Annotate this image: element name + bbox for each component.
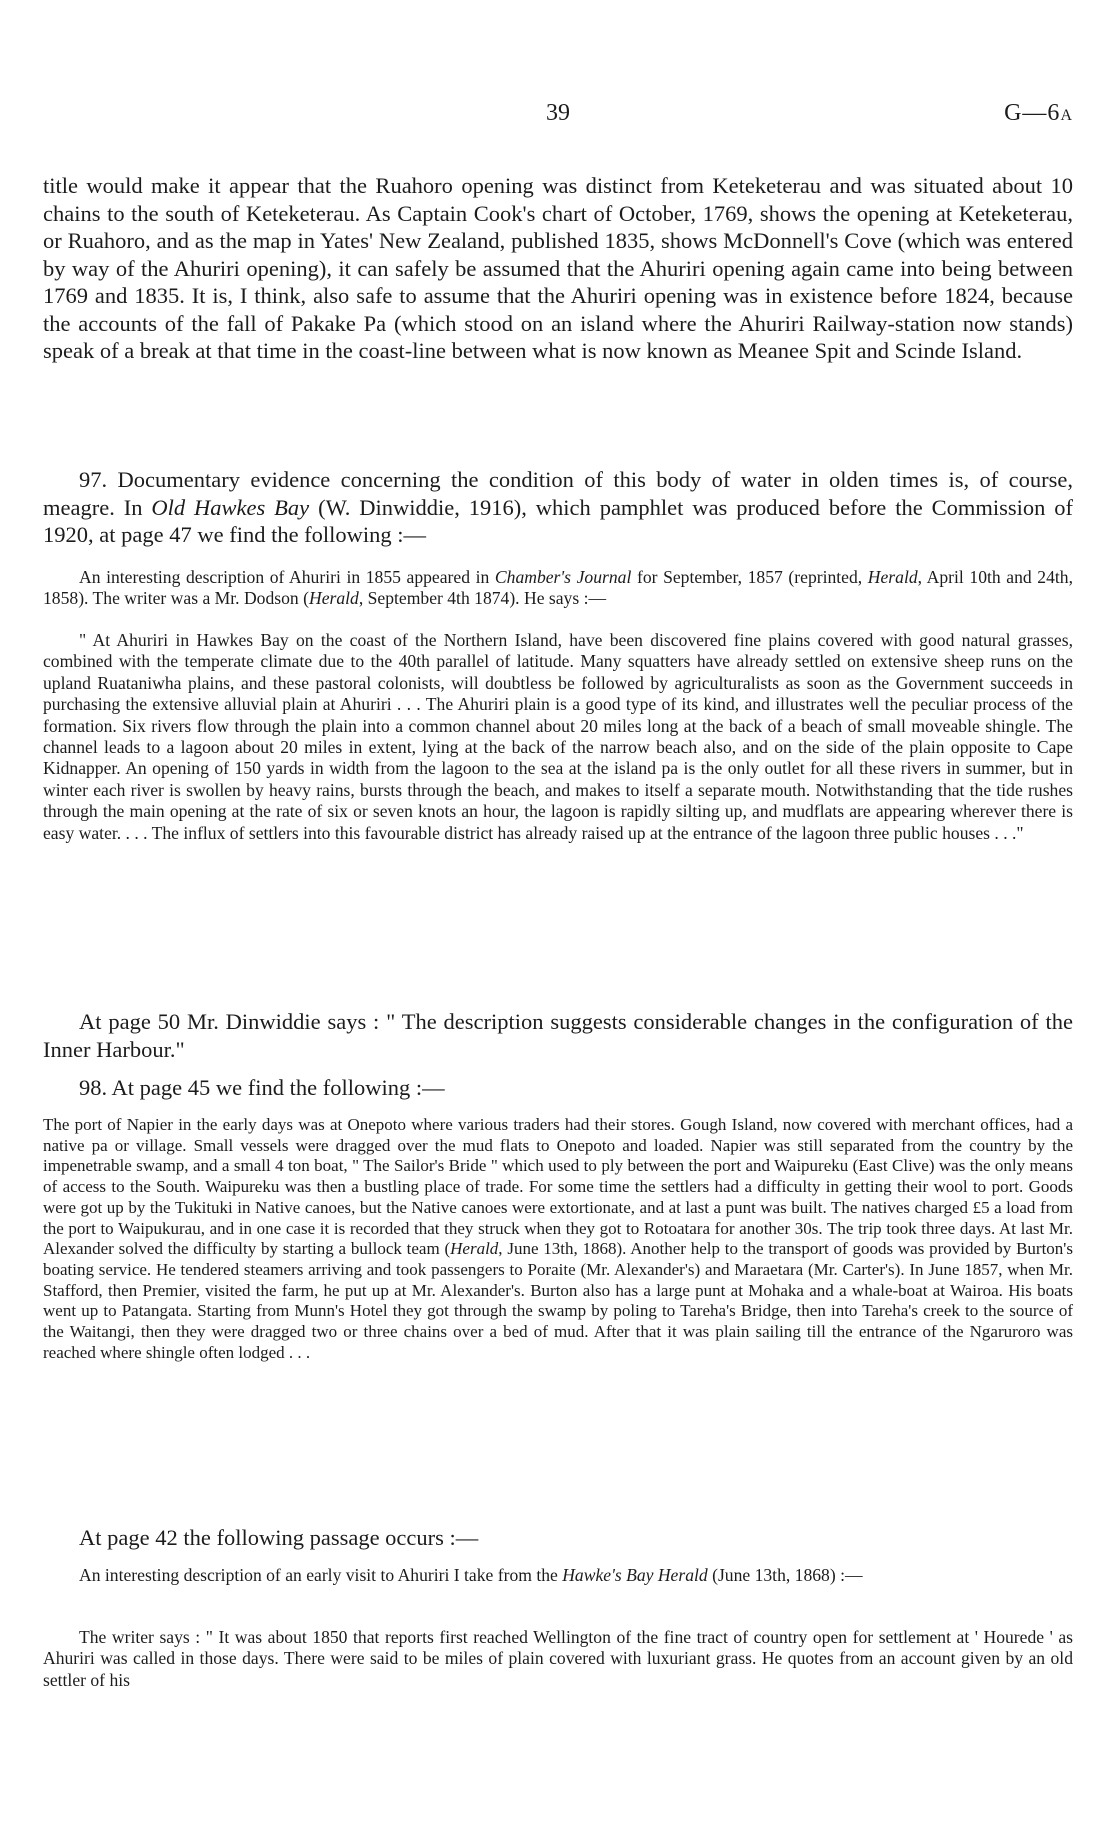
paragraph-98: 98. At page 45 we find the following :— bbox=[79, 1075, 445, 1100]
quote-napier-text-b: , June 13th, 1868). Another help to the transport of goods was provided by Burton's boating service. He tendered steamers arriving and took passengers to Poraite (Mr. Alexander's) and Maraetara (Mr. Carter's). In June 1857, when Mr. Stafford, then Premier, visited the farm, he put up at Mr. Alexander's. Burton also has a large punt at Mohaka and a whale-boat at Wairoa. His boats went up to Patangata. Starting from Munn's Hotel they got through the swamp by poling to Tareha's Bridge, then into Tareha's creek to the source of the Waitangi, then they were dragged two or three chains over a bed of mud. After that it was plain sailing till the entrance of the Ngaruroro was reached where shingle often lodged . . . bbox=[43, 1239, 1073, 1362]
quote-herald-text-a: An interesting description of an early visit to Ahuriri I take from the bbox=[79, 1565, 563, 1585]
paragraph-dinwiddie-comment: At page 50 Mr. Dinwiddie says : " The description suggests considerable changes in the configuration of the Inner Harbour." bbox=[43, 1009, 1073, 1062]
quote-dodson-description: " At Ahuriri in Hawkes Bay on the coast of the Northern Island, have been discovered fine plains covered with good natural grasses, combined with the temperate climate due to the 40th parallel of latitude. Many squatters have already settled on extensive sheep runs on the upland Ruataniwha plains, and these pastoral colonists, will doubtless be followed by agriculturalists as soon as the Government succeeds in purchasing the extensive alluvial plain at Ahuriri . . . The Ahuriri plain is a good type of its kind, and illustrates well the peculiar process of the formation. Six rivers flow through the plain into a common channel about 20 miles long at the back of a beach of small moveable shingle. The channel leads to a lagoon about 20 miles in extent, lying at the back of the narrow beach also, and on the side of the plain opposite to Cape Kidnapper. An opening of 150 yards in width from the lagoon to the sea at the island pa is the only outlet for all these rivers in summer, but in winter each river is swollen by heavy rains, bursts through the beach, and makes to itself a separate mouth. Notwithstanding that the tide rushes through the main opening at the rate of six or seven knots an hour, the lagoon is rapidly silting up, and mudflats are appearing wherever there is easy water. . . . The influx of settlers into this favourable district has already raised up at the entrance of the lagoon three public houses . . ." bbox=[43, 630, 1073, 843]
page-number: 39 bbox=[546, 100, 570, 126]
paragraph-97-text-b: (W. Dinwiddie, 1916), which pamphlet was produced before the Commission of 1920, at page 47 we find the following :— bbox=[43, 494, 1074, 547]
quote-herald-italic: Hawke's Bay Herald bbox=[562, 1565, 708, 1585]
quote-napier-text-a: The port of Napier in the early days was at Onepoto where various traders had their stores. Gough Island, now covered with merchant offices, had a native pa or village. Small vessels were dragged over the mud flats to Onepoto and loaded. Napier was still separated from the country by the impenetrable swamp, and a small 4 ton boat, " The Sailor's Bride " which used to ply between the port and Waipureku (East Clive) was the only means of access to the South. Waipureku was then a bustling place of trade. For some time the settlers had a difficulty in getting their wool to port. Goods were got up by the Tukituki in Native canoes, but the Native canoes were extortionate, and at last a punt was built. The natives charged £5 a load from the port to Waipukurau, and in one case it is recorded that they struck when they got to Rotoatara for another 30s. The trip took three days. At last Mr. Alexander solved the difficulty by starting a bullock team ( bbox=[43, 1115, 1073, 1259]
quote-intro-text-a: An interesting description of Ahuriri in 1855 appeared in bbox=[79, 567, 495, 587]
quote-intro-italic-c: Herald bbox=[308, 588, 359, 609]
quote-intro-text-d: , September 4th 1874). He says :— bbox=[358, 588, 607, 609]
quote-port-of-napier bbox=[43, 1115, 1073, 1363]
quote-intro-italic-b: Herald bbox=[867, 567, 918, 587]
quote-writer-says: The writer says : " It was about 1850 that reports first reached Wellington of the fine tract of country open for settlement at ' Hourede ' as Ahuriri was called in those days. There were said to be miles of plain covered with luxuriant grass. He quotes from an account given by an old settler of his bbox=[43, 1627, 1073, 1690]
document-reference-main: G—6 bbox=[1004, 100, 1061, 126]
quote-intro-hawkes-bay-herald bbox=[43, 1565, 1073, 1586]
paragraph-continuation: title would make it appear that the Ruahoro opening was distinct from Keteketerau and was situated about 10 chains to the south of Keteketerau. As Captain Cook's chart of October, 1769, shows the opening at Keteketerau, or Ruahoro, and as the map in Yates' New Zealand, published 1835, shows McDonnell's Cove (which was entered by way of the Ahuriri opening), it can safely be assumed that the Ahuriri opening again came into being between 1769 and 1835. It is, I think, also safe to assume that the Ahuriri opening was in existence before 1824, because the accounts of the fall of Pakake Pa (which stood on an island where the Ahuriri Railway-station now stands) speak of a break at that time in the coast-line between what is now known as Meanee Spit and Scinde Island. bbox=[43, 173, 1073, 363]
quote-napier-italic: Herald bbox=[450, 1239, 499, 1259]
paragraph-97-italic-title: Old Hawkes Bay bbox=[151, 494, 310, 520]
paragraph-97 bbox=[43, 466, 1073, 549]
document-reference bbox=[1004, 100, 1073, 127]
quote-intro-text-c: , April 10th and 24th, 1858). The writer was a Mr. Dodson ( bbox=[43, 567, 1073, 609]
document-reference-suffix: A bbox=[1060, 107, 1073, 124]
quote-herald-text-b: (June 13th, 1868) :— bbox=[707, 1565, 863, 1585]
document-page bbox=[43, 0, 1073, 1821]
quote-intro-italic-a: Chamber's Journal bbox=[494, 567, 632, 587]
page-header bbox=[43, 100, 1073, 140]
quote-intro-text-b: for September, 1857 (reprinted, bbox=[631, 567, 868, 587]
quote-intro-dodson bbox=[43, 567, 1073, 610]
paragraph-97-text-a: 97. Documentary evidence concerning the condition of this body of water in olden times is, of course, meagre. In bbox=[43, 467, 1073, 520]
paragraph-page-42: At page 42 the following passage occurs :— bbox=[79, 1525, 479, 1550]
